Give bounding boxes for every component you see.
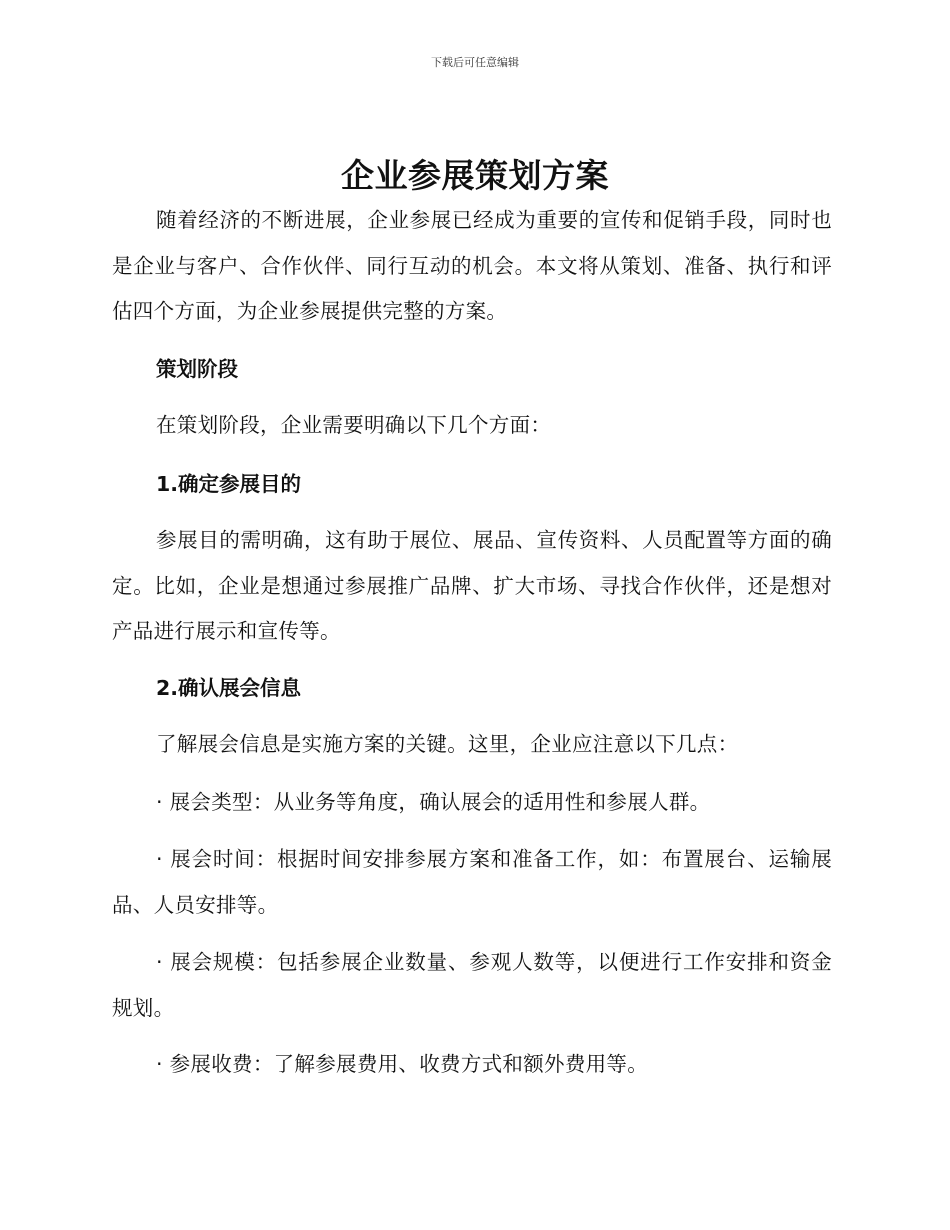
bullet-exhibition-scale: · 展会规模：包括参展企业数量、参观人数等，以便进行工作安排和资金规划。 [112, 950, 832, 1020]
intro-paragraph: 随着经济的不断进展，企业参展已经成为重要的宣传和促销手段，同时也是企业与客户、合作伙伴、同行互动的机会。本文将从策划、准备、执行和评估四个方面，为企业参展提供完整的方案。 [112, 208, 832, 323]
planning-lead-paragraph: 在策划阶段，企业需要明确以下几个方面： [156, 413, 552, 437]
document-title: 企业参展策划方案 [341, 156, 609, 195]
purpose-paragraph: 参展目的需明确，这有助于展位、展品、宣传资料、人员配置等方面的确定。比如，企业是想通过参展推广品牌、扩大市场、寻找合作伙伴，还是想对产品进行展示和宣传等。 [112, 528, 832, 643]
bullet-exhibition-time: · 展会时间：根据时间安排参展方案和准备工作，如：布置展台、运输展品、人员安排等。 [112, 847, 832, 917]
item-heading-exhibition-info: 2.确认展会信息 [156, 676, 302, 700]
header-note: 下载后可任意编辑 [431, 56, 519, 69]
bullet-exhibition-type: · 展会类型：从业务等角度，确认展会的适用性和参展人群。 [156, 790, 711, 814]
exhibition-info-lead: 了解展会信息是实施方案的关键。这里，企业应注意以下几点： [156, 732, 739, 756]
section-heading-planning: 策划阶段 [156, 357, 238, 381]
bullet-exhibition-fees: · 参展收费：了解参展费用、收费方式和额外费用等。 [156, 1052, 649, 1076]
item-heading-purpose: 1.确定参展目的 [156, 472, 302, 496]
